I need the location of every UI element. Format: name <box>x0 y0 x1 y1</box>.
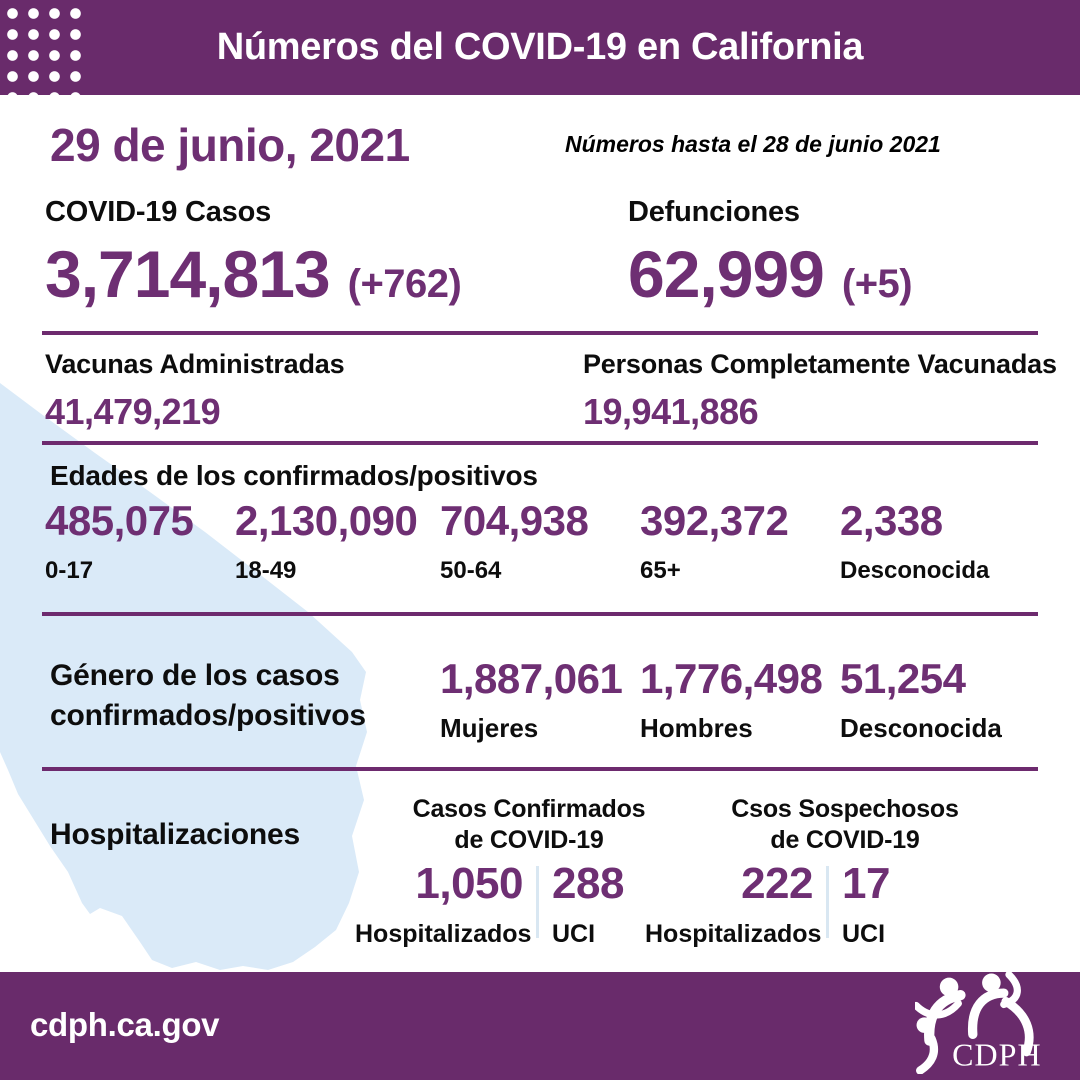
deaths-delta: (+5) <box>841 262 913 306</box>
ages-section-title: Edades de los confirmados/positivos <box>50 460 538 491</box>
deaths-label: Defunciones <box>628 196 800 228</box>
age-group-label: 18-49 <box>235 557 297 584</box>
header-band <box>0 0 1080 95</box>
vaccines-administered-block <box>45 349 344 433</box>
vaccines-administered-label: Vacunas Administradas <box>45 349 345 379</box>
suspected-icu-label: UCI <box>842 920 886 948</box>
cases-block <box>45 196 462 311</box>
age-group-50-64 <box>440 497 589 585</box>
cases-value-row <box>45 237 462 311</box>
gender-group-women <box>440 655 623 744</box>
gender-group-label: Hombres <box>640 713 753 743</box>
cdph-url: cdph.ca.gov <box>30 1006 220 1043</box>
confirmed-icu-label: UCI <box>552 920 596 948</box>
gender-group-label: Mujeres <box>440 713 539 743</box>
age-group-65-plus <box>640 497 789 585</box>
suspected-cases-header-line2: de COVID-19 <box>770 826 920 854</box>
age-group-value: 2,130,090 <box>235 497 418 544</box>
deaths-value: 62,999 <box>628 237 824 311</box>
confirmed-hospitalized-value: 1,050 <box>415 859 523 908</box>
cdph-logo-text: CDPH <box>952 1036 1042 1073</box>
section-divider <box>42 441 1038 445</box>
page-title: Números del COVID-19 en California <box>216 26 864 68</box>
cases-delta: (+762) <box>347 262 462 306</box>
hospitalizations-section-title: Hospitalizaciones <box>50 818 301 851</box>
report-date: 29 de junio, 2021 <box>50 119 410 171</box>
cases-value: 3,714,813 <box>45 237 330 311</box>
suspected-cases-header-line1: Csos Sospechosos <box>731 795 959 823</box>
cases-label: COVID-19 Casos <box>45 196 272 228</box>
gender-group-men <box>640 655 823 744</box>
age-group-label: 0-17 <box>45 557 94 584</box>
age-group-label: 50-64 <box>440 557 502 584</box>
suspected-hospitalized-stat <box>645 859 822 949</box>
confirmed-hospitalized-stat <box>355 859 532 949</box>
gender-group-unknown <box>840 655 1002 744</box>
section-divider <box>42 767 1038 771</box>
confirmed-hospitalized-label: Hospitalizados <box>355 920 532 948</box>
age-group-value: 485,075 <box>45 497 194 544</box>
age-group-label: 65+ <box>640 557 681 584</box>
age-group-unknown <box>840 497 990 585</box>
age-group-value: 2,338 <box>840 497 943 544</box>
fully-vaccinated-block <box>583 349 1057 433</box>
gender-title-line1: Género de los casos <box>50 659 340 692</box>
stat-divider <box>826 866 829 938</box>
age-group-label: Desconocida <box>840 557 990 584</box>
gender-title-line2: confirmados/positivos <box>50 699 366 732</box>
fully-vaccinated-label: Personas Completamente Vacunadas <box>583 349 1057 379</box>
fully-vaccinated-value: 19,941,886 <box>583 391 759 432</box>
data-as-of-note: Números hasta el 28 de junio 2021 <box>565 131 941 157</box>
footer-band <box>0 972 1080 1080</box>
confirmed-cases-header-line2: de COVID-19 <box>454 826 604 854</box>
gender-section-title <box>50 656 366 736</box>
suspected-hospitalized-label: Hospitalizados <box>645 920 822 948</box>
age-group-value: 392,372 <box>640 497 789 544</box>
confirmed-icu-value: 288 <box>552 859 624 908</box>
vaccines-administered-value: 41,479,219 <box>45 391 221 432</box>
suspected-icu-stat <box>842 859 890 949</box>
stat-divider <box>536 866 539 938</box>
confirmed-cases-header-line1: Casos Confirmados <box>412 795 646 823</box>
age-group-18-49 <box>235 497 418 585</box>
section-divider <box>42 612 1038 616</box>
gender-group-value: 1,887,061 <box>440 655 623 702</box>
suspected-cases-header <box>725 794 965 856</box>
gender-group-label: Desconocida <box>840 713 1002 743</box>
gender-group-value: 1,776,498 <box>640 655 823 702</box>
suspected-icu-value: 17 <box>842 859 890 908</box>
gender-group-value: 51,254 <box>840 655 966 702</box>
suspected-hospitalized-value: 222 <box>741 859 813 908</box>
confirmed-icu-stat <box>552 859 624 949</box>
deaths-block <box>628 196 913 311</box>
age-group-0-17 <box>45 497 194 585</box>
age-group-value: 704,938 <box>440 497 589 544</box>
section-divider <box>42 331 1038 335</box>
confirmed-cases-header <box>409 794 649 856</box>
cdph-logo <box>915 970 1075 1074</box>
deaths-value-row <box>628 237 913 311</box>
